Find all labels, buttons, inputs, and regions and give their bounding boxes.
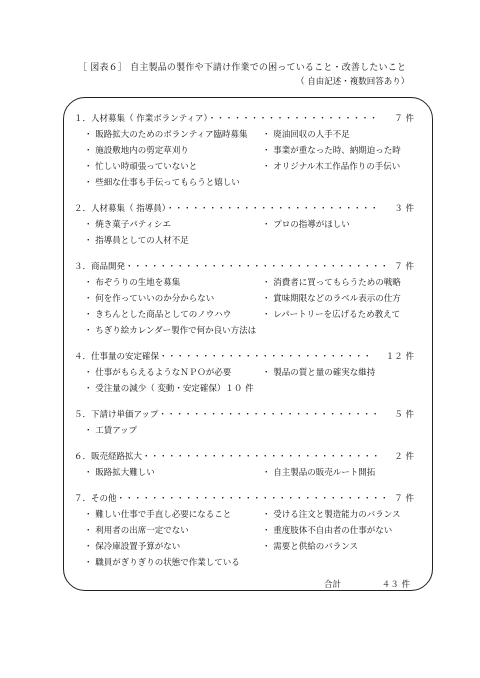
item-left: ・ 受注量の減少（ 変動・安定確保）１０ 件 bbox=[84, 384, 254, 394]
section-other bbox=[74, 492, 414, 572]
section-subcontract-price-increase bbox=[74, 408, 414, 440]
section-count: ３ 件 bbox=[394, 204, 414, 214]
item-left: ・ 職員がぎりぎりの状態で作業している bbox=[84, 558, 240, 568]
section-heading bbox=[74, 112, 414, 128]
list-item bbox=[74, 424, 414, 440]
item-left: ・ 忙しい時頑張っていないと bbox=[84, 162, 198, 172]
section-count: ５ 件 bbox=[394, 410, 414, 420]
section-label: ６．販売経路拡大・・・・・・・・・・・・・・・・・・・・・・・・・・・・ bbox=[74, 452, 381, 462]
list-item bbox=[74, 218, 414, 234]
section-heading bbox=[74, 350, 414, 366]
item-right: ・ オリジナル木工作品作りの手伝い bbox=[262, 162, 401, 172]
item-left: ・ 保冷庫設置予算がない bbox=[84, 542, 181, 552]
section-label: ５．下請け単価アップ・・・・・・・・・・・・・・・・・・・・・・・・・・ bbox=[74, 410, 380, 420]
item-left: ・ 何を作っていいのか分からない bbox=[84, 294, 215, 304]
content-list bbox=[74, 112, 414, 594]
section-label: ４．仕事量の安定確保・・・・・・・・・・・・・・・・・・・・・・・・・ bbox=[74, 352, 372, 362]
item-right: ・ 需要と供給のバランス bbox=[262, 542, 358, 552]
list-item bbox=[74, 160, 414, 176]
section-count: ７ 件 bbox=[394, 262, 414, 272]
list-item bbox=[74, 234, 414, 250]
list-item bbox=[74, 176, 414, 192]
section-human-resources-instructor bbox=[74, 202, 414, 250]
item-right: ・ 重度肢体不自由者の仕事がない bbox=[262, 526, 393, 536]
figure-title: ［ 図表６］ 自主製品の製作や下請け作業での困っていること・改善したいこと bbox=[78, 63, 407, 73]
section-label: ３．商品開発・・・・・・・・・・・・・・・・・・・・・・・・・・・・・・・ bbox=[74, 262, 389, 272]
item-left: ・ 焼き菓子パティシエ bbox=[84, 220, 172, 230]
section-heading bbox=[74, 450, 414, 466]
list-item bbox=[74, 144, 414, 160]
item-left: ・ 些細な仕事も手伝ってもらうと嬉しい bbox=[84, 178, 240, 188]
item-left: ・ 難しい仕事で手直し必要になること bbox=[84, 510, 232, 520]
figure-subtitle: （ 自由記述・複数回答あり） bbox=[296, 77, 410, 87]
total-value: ４３ 件 bbox=[381, 580, 410, 590]
item-right: ・ 賞味期限などのラベル表示の仕方 bbox=[262, 294, 401, 304]
item-right: ・ 廃油回収の人手不足 bbox=[262, 130, 350, 140]
section-heading bbox=[74, 492, 414, 508]
list-item bbox=[74, 524, 414, 540]
section-label: ２．人材募集（ 指導員）・・・・・・・・・・・・・・・・・・・・・・・・・ bbox=[74, 204, 379, 214]
list-item bbox=[74, 324, 414, 340]
item-left: ・ きちんとした商品としてのノウハウ bbox=[84, 310, 232, 320]
item-right: ・ 事業が重なった時、納期迫った時 bbox=[262, 146, 401, 156]
section-human-resources-volunteer bbox=[74, 112, 414, 192]
item-left: ・ 販路拡大のためのボランティア臨時募集 bbox=[84, 130, 248, 140]
list-item bbox=[74, 292, 414, 308]
list-item bbox=[74, 276, 414, 292]
section-stable-work-volume bbox=[74, 350, 414, 398]
list-item bbox=[74, 382, 414, 398]
section-count: ２ 件 bbox=[394, 452, 414, 462]
item-left: ・ 仕事がもらえるようなＮＰＯが必要 bbox=[84, 368, 232, 378]
list-item bbox=[74, 540, 414, 556]
list-item bbox=[74, 466, 414, 482]
item-left: ・ 指導員としての人材不足 bbox=[84, 236, 189, 246]
total-row bbox=[74, 578, 414, 594]
section-heading bbox=[74, 260, 414, 276]
item-left: ・ 利用者の出席一定でない bbox=[84, 526, 189, 536]
list-item bbox=[74, 128, 414, 144]
section-count: １２ 件 bbox=[385, 352, 414, 362]
section-heading bbox=[74, 408, 414, 424]
item-right: ・ レパートリーを広げるため教えて bbox=[262, 310, 401, 320]
section-sales-channel-expansion bbox=[74, 450, 414, 482]
section-label: １．人材募集（ 作業ボランティア）・・・・・・・・・・・・・・・・・・・・ bbox=[74, 114, 378, 124]
total-label: 合計 bbox=[324, 580, 342, 590]
list-item bbox=[74, 366, 414, 382]
item-right: ・ 受ける注文と製造能力のバランス bbox=[262, 510, 401, 520]
section-heading bbox=[74, 202, 414, 218]
item-right: ・ 製品の質と量の確実な維持 bbox=[262, 368, 376, 378]
item-left: ・ 布ぞうりの生地を募集 bbox=[84, 278, 181, 288]
section-product-development bbox=[74, 260, 414, 340]
section-count: ７ 件 bbox=[394, 114, 414, 124]
item-left: ・ 工賃アップ bbox=[84, 426, 138, 436]
item-left: ・ 販路拡大難しい bbox=[84, 468, 155, 478]
section-label: ７．その他・・・・・・・・・・・・・・・・・・・・・・・・・・・・・・・・ bbox=[74, 494, 389, 504]
item-right: ・ 自主製品の販売ルート開拓 bbox=[262, 468, 376, 478]
item-left: ・ ちぎり絵カレンダー製作で何か良い方法は bbox=[84, 326, 257, 336]
list-item bbox=[74, 556, 414, 572]
list-item bbox=[74, 308, 414, 324]
list-item bbox=[74, 508, 414, 524]
item-right: ・ 消費者に買ってもらうための戦略 bbox=[262, 278, 401, 288]
item-left: ・ 施設敷地内の剪定草刈り bbox=[84, 146, 189, 156]
item-right: ・ プロの指導がほしい bbox=[262, 220, 350, 230]
section-count: ７ 件 bbox=[394, 494, 414, 504]
